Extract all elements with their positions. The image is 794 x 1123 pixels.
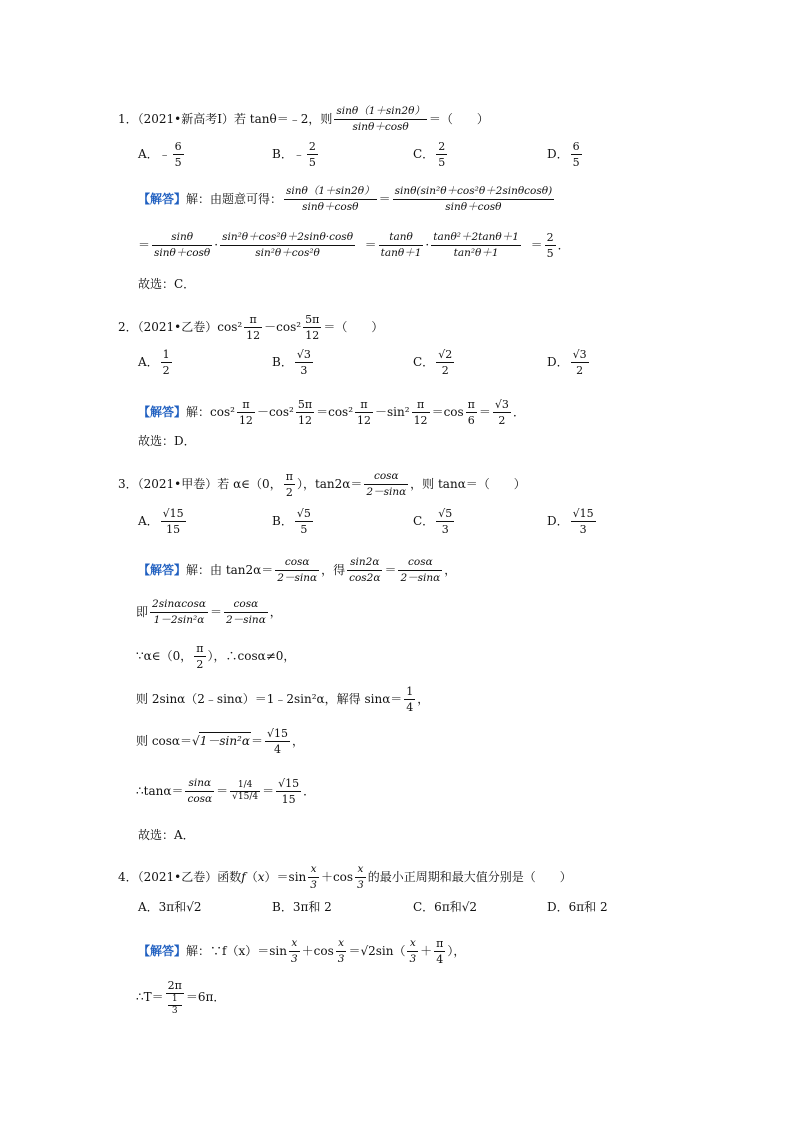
q1-option-b: B．﹣ $\frac{2}{5}$	[272, 140, 316, 169]
q1-option-a: A．﹣ $\frac{6}{5}$	[138, 140, 182, 169]
q1-option-c: C． $\frac{2}{5}$	[413, 140, 446, 169]
q3-solution-line2: 即 $\frac{2\sin\alpha\cos\alpha}{\text{1－2sin²α}}$ ＝ $\frac{\cos\alpha}{2-\sin\alpha}$ ，	[136, 598, 282, 626]
q3-option-d: D． $\frac{√15}{3}$	[547, 507, 594, 536]
q1-option-d: D． $\frac{6}{5}$	[547, 140, 580, 169]
q3-option-b: B． $\frac{√5}{5}$	[272, 507, 311, 536]
q4-solution-line1: 【解答】解：∵f（x）＝sin $\frac{x}{3}$ ＋cos $\frac{x}{3}$ ＝√2sin（ $\frac{x}{3}$ ＋ $\frac{\pi}{4}$ ），	[138, 937, 466, 966]
q3-choice: 故选：A．	[138, 828, 195, 842]
q1-solution-line2: ＝ $\frac{\sin\theta}{\sin\theta+\cos\theta}$ · $\frac{\text{sin²θ＋cos²θ＋2sinθ·cosθ}}{\text{sin²θ＋cos²θ}}$ ＝ $\frac{\tan\theta}{\tan\theta+1}$ · $\frac{\text{tanθ²＋2tanθ＋1}}{\text{tan²θ＋1}}$ ＝ $\frac{2}{5}$ ．	[138, 231, 570, 260]
q2-choice: 故选：D．	[138, 434, 196, 448]
q4-option-d: D．6π和 2	[547, 900, 608, 914]
q3-solution-line1: 【解答】解：由 tan2α＝ $\frac{\cos\alpha}{2-\sin\alpha}$ ，得 $\frac{\sin 2\alpha}{\cos 2\alpha}$ ＝ $\frac{\cos\alpha}{2-\sin\alpha}$ ，	[138, 556, 457, 584]
q4-stem: 4．（2021•乙卷）函数f（x）＝sin $\frac{x}{3}$ ＋cos $\frac{x}{3}$ 的最小正周期和最大值分别是（ ）	[118, 863, 572, 891]
q3-stem: 3．（2021•甲卷）若 α∈（0， $\frac{\pi}{2}$ ），tan2α＝ $\frac{\cos\alpha}{2-\sin\alpha}$ ，则 tanα＝（ ）	[118, 470, 526, 499]
q1-stem: 1．（2021•新高考Ⅰ）若 tanθ＝﹣2，则 $\frac{\sin\theta(1+\sin 2\theta)}{\sin\theta+\cos\theta}$ ＝（ ）	[118, 105, 489, 133]
q4-solution-line2: ∴T＝ 2π 1 3 ＝6π．	[136, 979, 226, 1016]
q1-choice: 故选：C．	[138, 277, 196, 291]
q2-stem: 2．（2021•乙卷）cos² $\frac{\pi}{12}$ －cos² $\frac{5\pi}{12}$ ＝（ ）	[118, 313, 384, 342]
q4-option-a: A．3π和√2	[138, 900, 202, 914]
q2-option-a: A． $\frac{1}{2}$	[138, 348, 170, 377]
q2-solution: 【解答】解：cos² $\frac{\pi}{12}$ －cos² $\frac{5\pi}{12}$ ＝cos² $\frac{\pi}{12}$ －sin² $\frac{\pi}{12}$ ＝cos $\frac{\pi}{6}$ ＝ $\frac{√3}{2}$ ．	[138, 398, 525, 427]
q3-solution-line3: ∵α∈（0， $\frac{\pi}{2}$ ），∴cosα≠0，	[136, 642, 296, 671]
q2-option-b: B． $\frac{√3}{3}$	[272, 348, 311, 377]
q3-solution-line6: ∴tanα＝ $\frac{\sin\alpha}{\cos\alpha}$ ＝ $\frac{1/4}{√15/4}$ ＝ $\frac{√15}{15}$ ．	[136, 777, 316, 806]
q3-option-a: A． $\frac{√15}{15}$	[138, 507, 184, 536]
q3-option-c: C． $\frac{√5}{3}$	[413, 507, 453, 536]
q3-solution-line4: 则 2sinα（2﹣sinα）＝1﹣2sin²α，解得 sinα＝ $\frac{1}{4}$ ，	[136, 685, 430, 714]
q2-option-d: D． $\frac{√3}{2}$	[547, 348, 587, 377]
q4-option-b: B．3π和 2	[272, 900, 332, 914]
q2-option-c: C． $\frac{√2}{2}$	[413, 348, 453, 377]
q4-option-c: C．6π和√2	[413, 900, 477, 914]
q3-solution-line5: 则 cosα＝√1－sin²α＝ $\frac{√15}{4}$ ，	[136, 727, 305, 756]
q1-solution-line1: 【解答】解：由题意可得： $\frac{\sin\theta(1+\sin 2\theta)}{\sin\theta+\cos\theta}$ ＝ $\frac{\text{sinθ(sin²θ＋cos²θ＋2sinθcosθ)}}{\sin\theta+\cos\theta}$	[138, 185, 553, 213]
